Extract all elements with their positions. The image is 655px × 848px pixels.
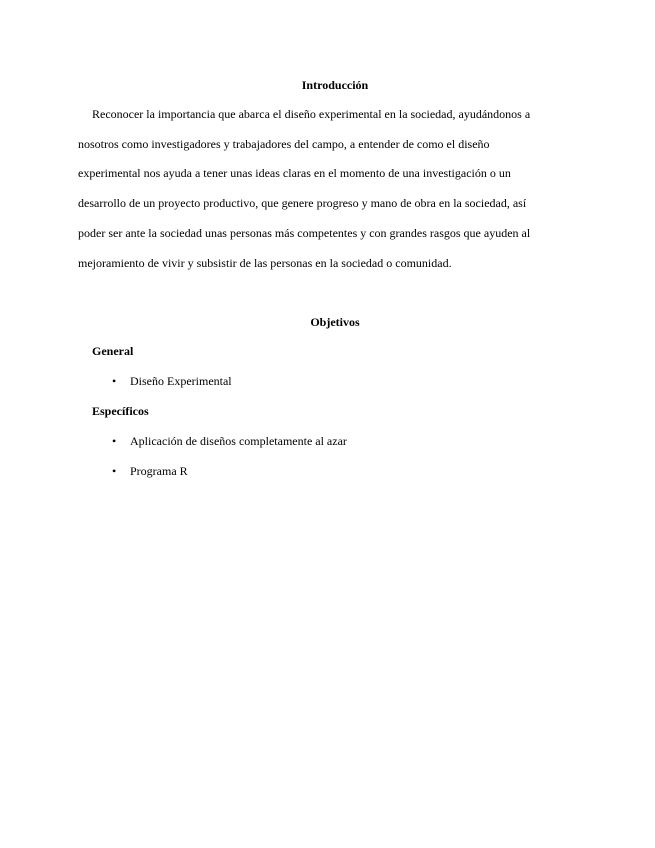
general-heading: General (92, 344, 134, 358)
bullet-icon: • (112, 374, 117, 388)
intro-line: nosotros como investigadores y trabajadores del campo, a entender de como el diseño (78, 137, 490, 151)
intro-line: Reconocer la importancia que abarca el diseño experimental en la sociedad, ayudándonos a (92, 107, 531, 121)
bullet-icon: • (112, 464, 117, 478)
list-item-text: Diseño Experimental (130, 374, 232, 388)
bullet-icon: • (112, 434, 117, 448)
intro-line: experimental nos ayuda a tener unas ideas claras en el momento de una investigación o un (78, 166, 511, 180)
list-item (112, 434, 347, 449)
list-item (112, 464, 188, 479)
list-item-text: Programa R (130, 464, 188, 478)
list-item-text: Aplicación de diseños completamente al azar (130, 434, 347, 448)
intro-line: poder ser ante la sociedad unas personas más competentes y con grandes rasgos que ayuden al (78, 226, 531, 240)
intro-line: mejoramiento de vivir y subsistir de las personas en la sociedad o comunidad. (78, 256, 452, 270)
specific-heading: Específicos (92, 404, 149, 418)
objectives-title: Objetivos (310, 315, 360, 329)
list-item (112, 374, 232, 389)
introduction-title: Introducción (301, 78, 369, 92)
intro-line: desarrollo de un proyecto productivo, que genere progreso y mano de obra en la sociedad, así (78, 196, 527, 210)
